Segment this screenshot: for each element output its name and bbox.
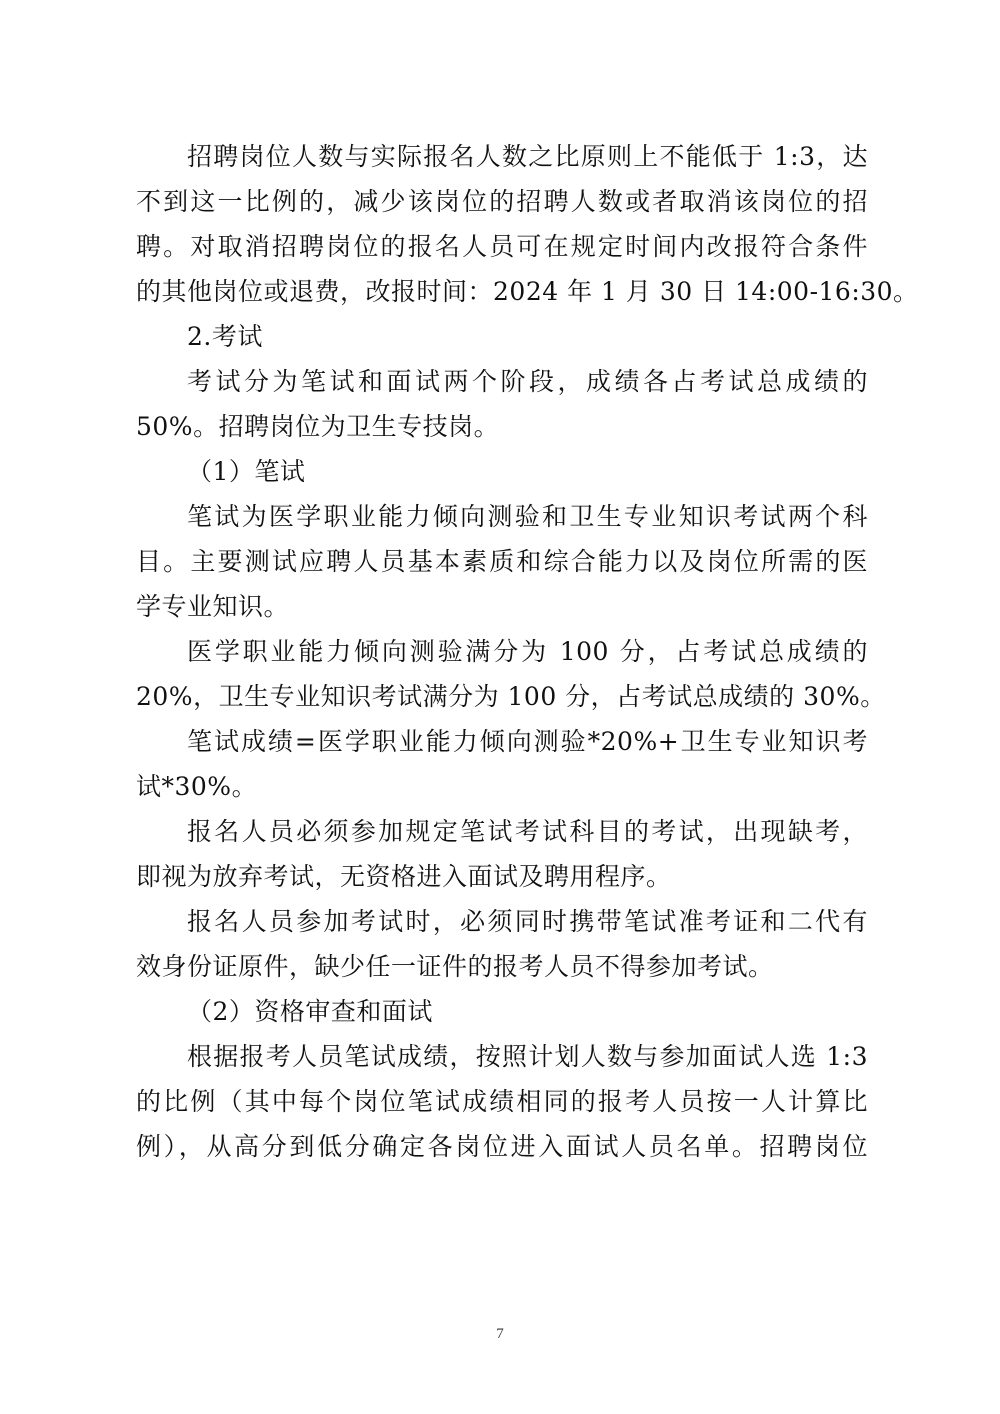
text-line: 20%，卫生专业知识考试满分为 100 分，占考试总成绩的 30%。	[136, 682, 886, 711]
subsection-heading: （2）资格审查和面试	[187, 997, 433, 1026]
subsection-heading: （1）笔试	[187, 457, 306, 486]
text-line: 试*30%。	[136, 772, 258, 801]
text-line: 医学职业能力倾向测验满分为 100 分，占考试总成绩的	[187, 637, 868, 666]
section-heading: 2.考试	[187, 322, 263, 351]
text-line: 报名人员参加考试时，必须同时携带笔试准考证和二代有	[187, 907, 868, 936]
text-line: 学专业知识。	[136, 592, 290, 621]
text-line: 笔试成绩=医学职业能力倾向测验*20%+卫生专业知识考	[187, 727, 868, 756]
text-line: 的其他岗位或退费，改报时间：2024 年 1 月 30 日 14:00-16:30。	[136, 277, 919, 306]
text-line: 报名人员必须参加规定笔试考试科目的考试，出现缺考，	[187, 817, 868, 846]
text-line: 50%。招聘岗位为卫生专技岗。	[136, 412, 500, 441]
text-line: 招聘岗位人数与实际报名人数之比原则上不能低于 1:3，达	[187, 142, 868, 171]
text-line: 目。主要测试应聘人员基本素质和综合能力以及岗位所需的医	[136, 547, 868, 576]
body-text	[136, 134, 919, 1169]
text-line: 聘。对取消招聘岗位的报名人员可在规定时间内改报符合条件	[136, 232, 868, 261]
page-number: 7	[496, 1326, 504, 1342]
text-line: 笔试为医学职业能力倾向测验和卫生专业知识考试两个科	[187, 502, 868, 531]
text-line: 的比例（其中每个岗位笔试成绩相同的报考人员按一人计算比	[136, 1087, 868, 1116]
text-line: 即视为放弃考试，无资格进入面试及聘用程序。	[136, 862, 672, 891]
text-line: 考试分为笔试和面试两个阶段，成绩各占考试总成绩的	[187, 367, 868, 396]
text-line: 效身份证原件，缺少任一证件的报考人员不得参加考试。	[136, 952, 774, 981]
text-line: 根据报考人员笔试成绩，按照计划人数与参加面试人选 1:3	[187, 1042, 868, 1071]
text-line: 不到这一比例的，减少该岗位的招聘人数或者取消该岗位的招	[136, 187, 868, 216]
text-line: 例），从高分到低分确定各岗位进入面试人员名单。招聘岗位	[136, 1132, 868, 1161]
